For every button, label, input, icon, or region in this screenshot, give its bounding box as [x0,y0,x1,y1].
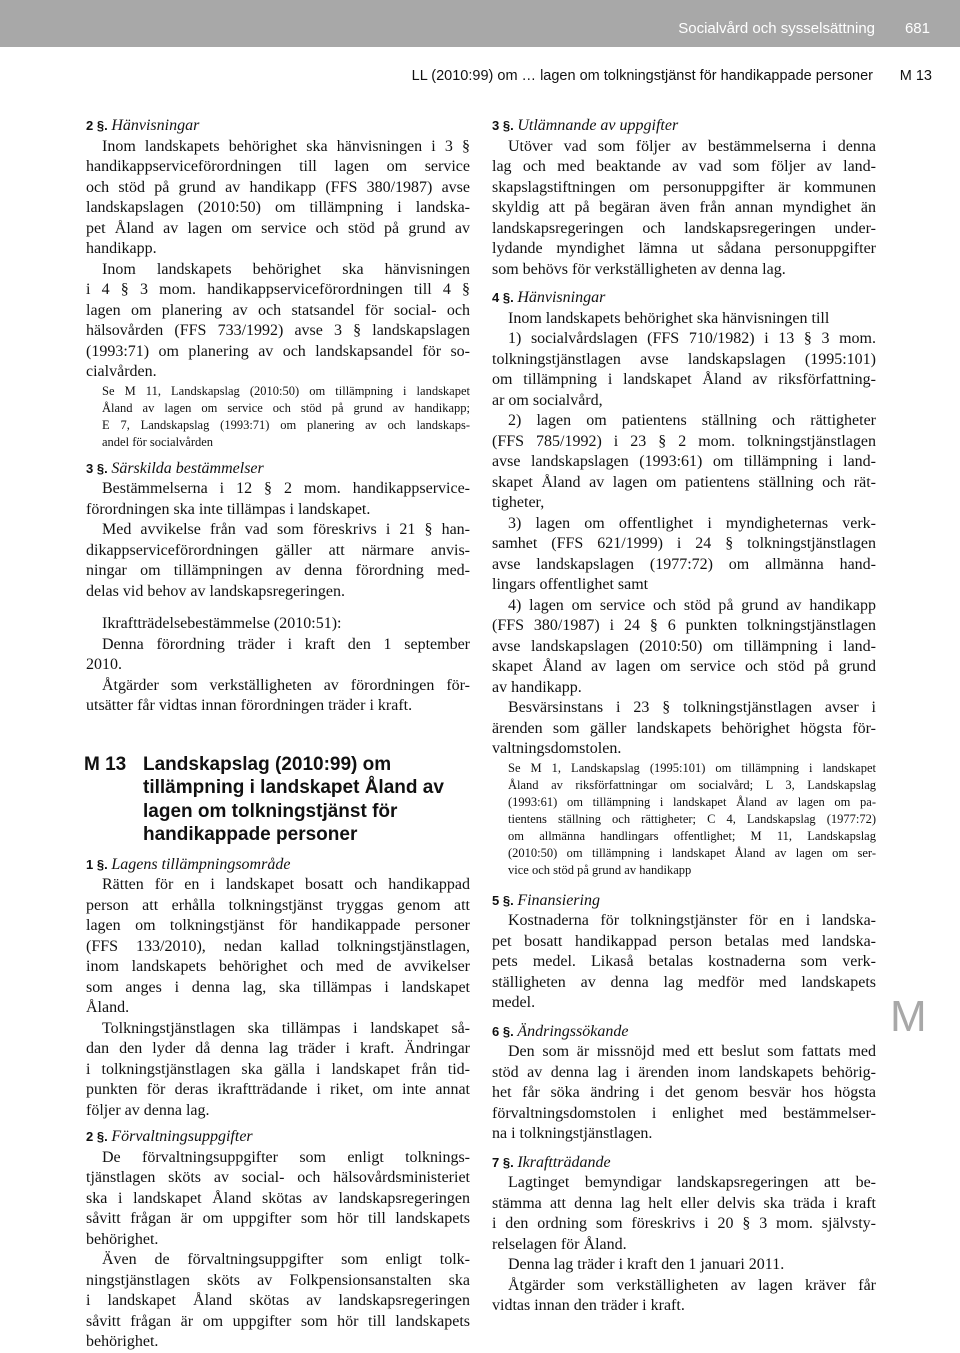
text-line: lagen om tolkningstjänst för handikappade personer [86,917,470,934]
paragraph [86,520,470,602]
chapter-number: M 13 [84,753,127,775]
text-line: De förvaltningsuppgifter som enligt tolknings- [102,1148,470,1166]
paragraph [492,1255,876,1276]
text-line: landskapsregeringen och landskapsregeringen under- [492,219,876,237]
text-line: skyldig att på begäran även från annan myndighet än [492,199,876,216]
top-banner [0,0,960,47]
text-line: (1993:71) om planering av och landskapsandel för so- [86,342,470,360]
paragraph [86,137,470,260]
text-line: Kostnaderna för tolkningstjänster för en i landska- [508,912,876,929]
text-line: såvitt frågan är om uppgifter som hör till landskapets [86,1210,470,1227]
paragraph [86,1148,470,1251]
text-line: dikappserviceförordningen gäller att närmare anvis- [86,541,470,559]
text-line: i den ordning som föreskrivs i 20 § 3 mom. självsty- [492,1215,876,1232]
text-line: 2) lagen om patientens ställning och rättigheter [508,412,876,429]
running-header [0,68,960,86]
paragraph [86,1019,470,1122]
text-line: i 4 § 3 mom. handikappserviceförordningen till 4 § [86,281,470,298]
text-line: 1) socialvårdslagen (FFS 710/1982) i 13 § 3 mom. [508,330,876,347]
paragraph [86,260,470,383]
text-line: lag och med beaktande av vad som följer av land- [492,158,876,175]
text-line: som behövs för verkställigheten av denna lag. [492,260,786,278]
section-heading: 4 §. Hänvisningar [492,289,606,306]
text-line: samhet (FFS 621/1999) i 24 § tolkningstjänstlagen [492,535,876,552]
chapter-heading [86,753,470,855]
text-line: och stöd på grund av handikapp (FFS 380/1987) avse [86,178,470,196]
thumb-index-letter: M [890,992,927,1041]
text-line: lagen om planering av och statsandel för social- och [86,301,470,319]
text-line: Utöver vad som följer av bestämmelserna i denna [508,137,876,155]
chapter-code: M 13 [899,68,932,84]
text-line: Denna lag träder i kraft den 1 januari 2011. [508,1256,785,1273]
text-line: relselagen för Åland. [492,1235,627,1253]
paragraph [492,1042,876,1145]
text-line: ställigheten av denna lag medför med landskapets [492,973,876,991]
text-line: skapet Åland av lagen om service och stöd på grund [492,658,876,675]
section-heading: 7 §. Ikraftträdande [492,1153,611,1171]
text-line: Med avvikelse från vad som föreskrivs i 21 § han- [102,521,470,538]
paragraph [492,1173,876,1255]
text-line: förordningen ska inte tillämpas i landskapet. [86,500,371,518]
text-line: såvitt frågan är om uppgifter som hör till landskapets [86,1312,470,1330]
text-line: (FFS 380/1987) i 24 § 6 punkten tolkningstjänstlagen [492,617,876,634]
text-line: Besvärsinstans i 23 § tolkningstjänstlagen avser i [508,699,876,716]
text-line: Den som är missnöjd med ett beslut som fattats med [508,1043,876,1060]
text-line: behörighet. [86,1333,159,1350]
reference-line: Åland av lagen om service och stöd på grund av handikapp; [102,400,470,415]
text-line: Inom landskapets behörighet ska hänvisningen i 3 § [102,137,470,155]
text-line: na i tolkningstjänstlagen. [492,1125,653,1142]
section-title: Socialvård och sysselsättning [678,20,875,37]
section-heading: 3 §. Utlämnande av uppgifter [492,117,679,134]
text-line: (FFS 133/2010), nedan kallad tolkningstjänstlagen, [86,937,470,955]
paragraph [86,875,470,1019]
text-line: medel. [492,994,536,1011]
section-heading: 1 §. Lagens tillämpningsområde [86,855,291,873]
text-line: Denna förordning träder i kraft den 1 september [102,635,470,653]
text-line: tigheter, [492,494,545,511]
text-line: tolkningstjänstlagen avse landskapslagen (1995:101) [492,350,876,368]
text-line: pet Åland av lagen om service och stöd på grund av [86,219,470,237]
text-line: cialvården. [86,363,157,380]
text-line: utsätter får vidtas innan förordningen träder i kraft. [86,697,413,714]
text-line: ärenden som gäller landskapets behörighet högsta för- [492,719,876,737]
text-line: Lagtinget bemyndigar landskapsregeringen att be- [508,1174,876,1191]
reference-line: Åland av riksförfattningar om socialvård; L 3, Landskapslag [508,777,876,792]
text-line: avse landskapslagen (1977:72) om allmänna hand- [492,555,876,573]
text-line: ningstjänstlagen sköts av Folkpensionsanstalten ska [86,1271,470,1289]
paragraph [86,676,470,717]
reference-line: om allmänna handlingars offentlighet; M 11, Landskapslag [508,828,876,843]
reference-line: (2010:50) om tillämpning i landskapet Åland av lagen om ser- [508,845,876,860]
text-line: 3) lagen om offentlighet i myndigheternas verk- [508,514,876,532]
reference-line: (1993:61) om tillämpning i landskapet Åland av lagen om pa- [508,794,876,809]
reference-line: andel för socialvården [102,434,214,449]
text-line: landskapslagen (2010:50) om tillämpning i landska- [86,199,470,216]
text-line: Inom landskapets behörighet ska hänvisningen till [508,309,830,327]
paragraph [492,1276,876,1317]
text-line: valtningsdomstolen. [492,740,622,757]
reference-line: Se M 1, Landskapslag (1995:101) om tillämpning i landskapet [508,760,876,775]
text-line: Åland. [86,999,130,1016]
reference-line: E 7, Landskapslag (1993:71) om planering av och landskaps- [102,417,470,432]
text-line: som anges i denna lag, ska tillämpas i landskapet [86,978,470,996]
paragraph [492,911,876,1014]
section-heading: 2 §. Hänvisningar [86,117,200,134]
text-line: avse landskapslagen (2010:50) om tillämpning i land- [492,637,876,655]
text-line: Åtgärder som verkställigheten av förordningen för- [102,676,470,694]
reference-line: Se M 11, Landskapslag (2010:50) om tillämpning i landskapet [102,383,470,398]
paragraph [86,479,470,520]
text-line: i tolkningstjänstlagen ska gälla i landskapet från tid- [86,1060,470,1078]
text-line: behörighet. [86,1230,159,1248]
reference-note [86,383,470,451]
text-line: het får söka ändring i det genom besvär hos högsta [492,1084,876,1101]
paragraph [492,137,876,281]
text-line: handikapp. [86,240,157,257]
reference-line: tientens ställning och rättigheter; C 4, Landskapslag (1977:72) [508,811,876,826]
text-line: lydande myndighet lämna ut sådana personuppgifter [492,240,876,257]
text-line: (FFS 785/1992) i 23 § 2 mom. tolkningstjänstlagen [492,432,876,450]
text-line: Bestämmelserna i 12 § 2 mom. handikappservice- [102,480,470,497]
text-line: pets medel. Likaså betalas kostnaderna som verk- [492,953,876,970]
text-line: avse landskapslagen (1993:61) om tillämpning i land- [492,453,876,470]
text-line: skapet Åland av lagen om patientens ställning och rät- [492,473,876,491]
text-line: av handikapp. [492,678,582,696]
text-line: lingars offentlighet samt [492,576,649,593]
running-title: LL (2010:99) om … lagen om tolkningstjänst för handikappade personer [411,68,873,84]
text-line: ska i landskapet Åland skötas av landskapsregeringen [86,1189,470,1207]
text-line: tjänstlagen sköts av social- och hälsovårdsministeriet [86,1169,470,1186]
text-line: delas vid behov av landskapsregeringen. [86,582,346,600]
right-column [492,116,876,1317]
text-line: person att erhålla tolkningstjänst tryggas genom att [86,896,470,914]
text-line: stämma att denna lag helt eller delvis ska träda i kraft [492,1194,876,1212]
text-line: följer av denna lag. [86,1101,210,1119]
text-line: pet bosatt handikappad person betalas med landska- [492,932,876,950]
section-heading: 6 §. Ändringssökande [492,1022,629,1040]
paragraph [492,309,876,760]
text-line: ningar om tillämpningen av denna förordning med- [86,562,470,579]
text-line: om tillämpning i landskapet Åland av riksförfattning- [492,371,876,388]
text-line: skapslagstiftningen om personuppgifter är kommunen [492,178,876,196]
text-line: stöd av denna lag i ärenden inom landskapets behörig- [492,1063,876,1081]
text-line: punkten för deras ikraftträdande i riket, om inte annat [86,1081,470,1098]
chapter-title: Landskapslag (2010:99) om tillämpning i landskapet Åland av lagen om tolkningstjänst för handikappade personer [143,753,444,845]
reference-note [492,760,876,879]
text-line: Tolkningstjänstlagen ska tillämpas i landskapet så- [102,1019,470,1037]
text-line: Rätten för en i landskapet bosatt och handikappad [102,876,470,893]
text-line: Inom landskapets behörighet ska hänvisningen [102,260,470,278]
text-line: 4) lagen om service och stöd på grund av handikapp [508,596,876,614]
paragraph [86,1250,470,1353]
page-number: 681 [904,20,930,37]
left-column [86,116,470,1353]
text-line: hälsovården (FFS 733/1992) avse 3 § landskapslagen [86,322,470,339]
transition-heading: Ikraftträdelsebestämmelse (2010:51): [102,615,342,632]
text-line: förvaltningsdomstolen i enlighet med bestämmelser- [492,1104,876,1122]
text-line: ar om socialvård, [492,391,603,409]
paragraph [86,635,470,676]
text-line: dan den lyder då denna lag träder i kraft. Ändringar [86,1040,470,1057]
section-heading: 5 §. Finansiering [492,891,600,909]
text-line: 2010. [86,656,122,673]
text-line: i landskapet Åland skötas av landskapsregeringen [86,1292,470,1309]
reference-line: vice och stöd på grund av handikapp [508,862,692,877]
text-line: vidtas innan den träder i kraft. [492,1297,685,1314]
section-heading: 3 §. Särskilda bestämmelser [86,459,264,477]
text-line: inom landskapets behörighet och med de avvikelser [86,958,470,975]
text-line: Även de förvaltningsuppgifter som enligt tolk- [102,1251,470,1268]
section-heading: 2 §. Förvaltningsuppgifter [86,1128,253,1145]
text-line: handikappserviceförordningen till lagen om service [86,158,470,175]
text-line: Åtgärder som verkställigheten av lagen kräver får [508,1276,876,1294]
